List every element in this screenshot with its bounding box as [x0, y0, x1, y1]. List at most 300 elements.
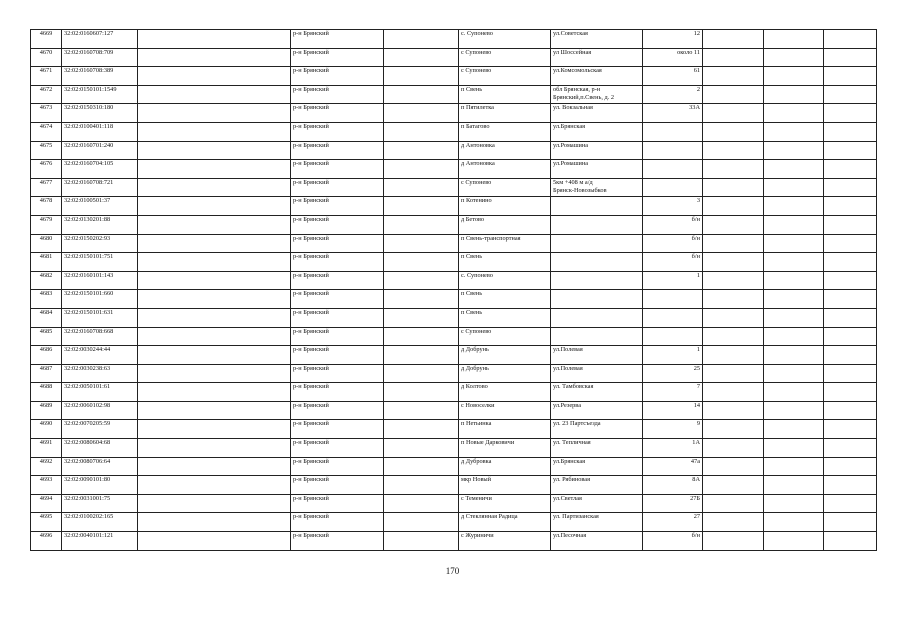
street-cell: [551, 104, 643, 123]
settlement-cell: с Супонево: [459, 67, 551, 86]
empty-cell: [703, 383, 764, 402]
empty-cell: [703, 253, 764, 272]
settlement-cell: д Добрунь: [459, 364, 551, 383]
table-row: [31, 48, 877, 67]
table-row: [31, 346, 877, 365]
empty-cell: [384, 197, 459, 216]
empty-cell: [384, 178, 459, 197]
empty-cell: [138, 122, 291, 141]
empty-cell: [824, 234, 877, 253]
empty-cell: [824, 420, 877, 439]
empty-cell: [138, 346, 291, 365]
empty-cell: [824, 327, 877, 346]
cadastral-number-cell: 32:02:0070205:59: [62, 420, 138, 439]
house-cell: 8А: [643, 476, 703, 495]
street-cell: [551, 234, 643, 253]
cadastral-number-cell: 32:02:0030244:44: [62, 346, 138, 365]
table-row: [31, 160, 877, 179]
cadastral-number-cell: 32:02:0150310:180: [62, 104, 138, 123]
table-row: [31, 420, 877, 439]
house-cell: б/н: [643, 234, 703, 253]
empty-cell: [824, 253, 877, 272]
empty-cell: [703, 85, 764, 104]
settlement-cell: п Котенино: [459, 197, 551, 216]
empty-cell: [824, 85, 877, 104]
empty-cell: [824, 271, 877, 290]
record-number-cell: 4690: [31, 420, 62, 439]
table-row: [31, 327, 877, 346]
empty-cell: [824, 104, 877, 123]
empty-cell: [384, 532, 459, 551]
empty-cell: [764, 383, 824, 402]
street-line: ул Шоссейная: [553, 48, 592, 56]
empty-cell: [824, 30, 877, 49]
house-cell: 9: [643, 420, 703, 439]
settlement-cell: п Свень-транспортная: [459, 234, 551, 253]
street-cell: [551, 439, 643, 458]
record-number-cell: 4680: [31, 234, 62, 253]
record-number-cell: 4696: [31, 532, 62, 551]
settlement-cell: д Антоновка: [459, 141, 551, 160]
street-line: ул. Вокзальная: [553, 104, 593, 112]
record-number-cell: 4693: [31, 476, 62, 495]
house-cell: 33А: [643, 104, 703, 123]
empty-cell: [384, 364, 459, 383]
empty-cell: [138, 532, 291, 551]
empty-cell: [824, 290, 877, 309]
empty-cell: [138, 234, 291, 253]
street-cell: [551, 383, 643, 402]
empty-cell: [824, 383, 877, 402]
empty-cell: [703, 327, 764, 346]
cadastral-number-cell: 32:02:0040101:121: [62, 532, 138, 551]
empty-cell: [764, 457, 824, 476]
empty-cell: [703, 308, 764, 327]
settlement-cell: с Супонево: [459, 48, 551, 67]
settlement-cell: д Добрунь: [459, 346, 551, 365]
house-cell: [643, 141, 703, 160]
cadastral-number-cell: 32:02:0031001:75: [62, 494, 138, 513]
empty-cell: [764, 476, 824, 495]
empty-cell: [703, 160, 764, 179]
table-row: [31, 532, 877, 551]
street-line: ул.Советская: [553, 30, 588, 37]
record-number-cell: 4674: [31, 122, 62, 141]
table-row: [31, 141, 877, 160]
house-cell: [643, 308, 703, 327]
empty-cell: [703, 178, 764, 197]
settlement-cell: д Стеклянная Радица: [459, 513, 551, 532]
street-line: ул.Полевая: [553, 346, 583, 354]
empty-cell: [384, 271, 459, 290]
empty-cell: [138, 420, 291, 439]
district-cell: р-н Брянский: [291, 215, 384, 234]
cadastral-number-cell: 32:02:0160607:127: [62, 30, 138, 49]
district-cell: р-н Брянский: [291, 532, 384, 551]
table-row: [31, 253, 877, 272]
street-cell: [551, 48, 643, 67]
empty-cell: [764, 67, 824, 86]
empty-cell: [703, 271, 764, 290]
empty-cell: [824, 141, 877, 160]
empty-cell: [764, 420, 824, 439]
table-row: [31, 383, 877, 402]
empty-cell: [703, 48, 764, 67]
empty-cell: [764, 122, 824, 141]
record-number-cell: 4670: [31, 48, 62, 67]
district-cell: р-н Брянский: [291, 457, 384, 476]
table-row: [31, 178, 877, 197]
street-cell: [551, 401, 643, 420]
empty-cell: [138, 85, 291, 104]
record-number-cell: 4681: [31, 253, 62, 272]
settlement-cell: п Свень: [459, 253, 551, 272]
record-number-cell: 4673: [31, 104, 62, 123]
empty-cell: [703, 513, 764, 532]
empty-cell: [764, 308, 824, 327]
district-cell: р-н Брянский: [291, 439, 384, 458]
empty-cell: [824, 122, 877, 141]
empty-cell: [138, 513, 291, 532]
street-line: ул.Ромашина: [553, 160, 589, 168]
table-row: [31, 215, 877, 234]
district-cell: р-н Брянский: [291, 67, 384, 86]
cadastral-number-cell: 32:02:0090101:80: [62, 476, 138, 495]
house-cell: 27Б: [643, 494, 703, 513]
street-cell: [551, 178, 643, 197]
settlement-cell: д Колтово: [459, 383, 551, 402]
street-cell: [551, 141, 643, 160]
records-table: [30, 29, 877, 551]
cadastral-number-cell: 32:02:0150202:93: [62, 234, 138, 253]
street-cell: [551, 215, 643, 234]
empty-cell: [703, 290, 764, 309]
empty-cell: [384, 67, 459, 86]
house-cell: около 11: [643, 48, 703, 67]
empty-cell: [384, 346, 459, 365]
empty-cell: [824, 532, 877, 551]
settlement-cell: с. Супонево: [459, 30, 551, 49]
cadastral-number-cell: 32:02:0030238:63: [62, 364, 138, 383]
settlement-cell: с Новоселки: [459, 401, 551, 420]
table-row: [31, 308, 877, 327]
street-line: обл Брянская, р-н: [553, 85, 601, 93]
empty-cell: [384, 457, 459, 476]
house-cell: [643, 327, 703, 346]
street-line: ул. Тепличная: [553, 439, 591, 447]
empty-cell: [384, 476, 459, 495]
table-row: [31, 401, 877, 420]
house-cell: 25: [643, 364, 703, 383]
cadastral-number-cell: 32:02:0150101:751: [62, 253, 138, 272]
record-number-cell: 4669: [31, 30, 62, 49]
empty-cell: [138, 253, 291, 272]
street-line: ул. Рябиновая: [553, 476, 590, 484]
district-cell: р-н Брянский: [291, 308, 384, 327]
record-number-cell: 4686: [31, 346, 62, 365]
settlement-cell: мкр Новый: [459, 476, 551, 495]
empty-cell: [824, 346, 877, 365]
street-cell: [551, 271, 643, 290]
house-cell: 1: [643, 346, 703, 365]
settlement-cell: с. Супонево: [459, 271, 551, 290]
street-line: ул.Комсомольская: [553, 67, 602, 75]
empty-cell: [824, 215, 877, 234]
settlement-cell: п Новые Дарковичи: [459, 439, 551, 458]
street-cell: [551, 420, 643, 439]
empty-cell: [384, 215, 459, 234]
settlement-cell: п Батагово: [459, 122, 551, 141]
district-cell: р-н Брянский: [291, 327, 384, 346]
street-cell: [551, 308, 643, 327]
table-row: [31, 104, 877, 123]
empty-cell: [764, 253, 824, 272]
house-cell: 7: [643, 383, 703, 402]
street-line: ул.Брянская: [553, 122, 586, 130]
empty-cell: [703, 234, 764, 253]
settlement-cell: п Свень: [459, 290, 551, 309]
settlement-cell: с Журиничи: [459, 532, 551, 551]
empty-cell: [703, 401, 764, 420]
empty-cell: [764, 346, 824, 365]
cadastral-number-cell: 32:02:0160101:143: [62, 271, 138, 290]
empty-cell: [703, 67, 764, 86]
empty-cell: [138, 290, 291, 309]
empty-cell: [764, 290, 824, 309]
empty-cell: [138, 364, 291, 383]
empty-cell: [764, 494, 824, 513]
empty-cell: [764, 104, 824, 123]
cadastral-number-cell: 32:02:0160708:668: [62, 327, 138, 346]
empty-cell: [764, 85, 824, 104]
house-cell: б/н: [643, 215, 703, 234]
house-cell: 47а: [643, 457, 703, 476]
empty-cell: [703, 122, 764, 141]
empty-cell: [824, 178, 877, 197]
empty-cell: [384, 30, 459, 49]
settlement-cell: п Пятилетка: [459, 104, 551, 123]
empty-cell: [138, 104, 291, 123]
street-cell: [551, 364, 643, 383]
house-cell: [643, 290, 703, 309]
street-cell: [551, 457, 643, 476]
empty-cell: [138, 48, 291, 67]
house-cell: б/н: [643, 532, 703, 551]
cadastral-number-cell: 32:02:0100202:165: [62, 513, 138, 532]
empty-cell: [138, 178, 291, 197]
empty-cell: [824, 457, 877, 476]
district-cell: р-н Брянский: [291, 85, 384, 104]
empty-cell: [138, 197, 291, 216]
empty-cell: [764, 234, 824, 253]
district-cell: р-н Брянский: [291, 364, 384, 383]
empty-cell: [764, 197, 824, 216]
table-row: [31, 67, 877, 86]
district-cell: р-н Брянский: [291, 30, 384, 49]
table-row: [31, 197, 877, 216]
table-row: [31, 85, 877, 104]
empty-cell: [384, 253, 459, 272]
street-line: ул. Партизанская: [553, 513, 599, 521]
street-cell: [551, 122, 643, 141]
record-number-cell: 4672: [31, 85, 62, 104]
district-cell: р-н Брянский: [291, 420, 384, 439]
street-line-continued: Брянск-Новозыбков: [553, 186, 607, 194]
empty-cell: [824, 364, 877, 383]
street-line-continued: Брянский,п.Свень, д. 2: [553, 93, 614, 101]
empty-cell: [384, 327, 459, 346]
district-cell: р-н Брянский: [291, 48, 384, 67]
street-cell: [551, 197, 643, 216]
empty-cell: [764, 364, 824, 383]
record-number-cell: 4687: [31, 364, 62, 383]
table-body: [31, 30, 877, 551]
district-cell: р-н Брянский: [291, 253, 384, 272]
empty-cell: [384, 141, 459, 160]
empty-cell: [384, 290, 459, 309]
table-row: [31, 30, 877, 49]
district-cell: р-н Брянский: [291, 104, 384, 123]
district-cell: р-н Брянский: [291, 401, 384, 420]
cadastral-number-cell: 32:02:0160701:240: [62, 141, 138, 160]
table-row: [31, 476, 877, 495]
settlement-cell: с Супонево: [459, 327, 551, 346]
street-line: ул. Тамбовская: [553, 383, 594, 391]
empty-cell: [384, 104, 459, 123]
district-cell: р-н Брянский: [291, 160, 384, 179]
empty-cell: [703, 104, 764, 123]
empty-cell: [384, 494, 459, 513]
street-line: ул.Светлая: [553, 494, 582, 502]
street-cell: [551, 290, 643, 309]
house-cell: 1А: [643, 439, 703, 458]
record-number-cell: 4678: [31, 197, 62, 216]
street-cell: [551, 160, 643, 179]
record-number-cell: 4688: [31, 383, 62, 402]
empty-cell: [824, 476, 877, 495]
house-cell: 27: [643, 513, 703, 532]
page-number: 170: [445, 566, 460, 576]
cadastral-number-cell: 32:02:0050101:61: [62, 383, 138, 402]
settlement-cell: д Дубровка: [459, 457, 551, 476]
empty-cell: [384, 401, 459, 420]
district-cell: р-н Брянский: [291, 346, 384, 365]
empty-cell: [764, 160, 824, 179]
cadastral-number-cell: 32:02:0130201:88: [62, 215, 138, 234]
district-cell: р-н Брянский: [291, 178, 384, 197]
record-number-cell: 4685: [31, 327, 62, 346]
cadastral-number-cell: 32:02:0150101:660: [62, 290, 138, 309]
empty-cell: [764, 401, 824, 420]
empty-cell: [384, 234, 459, 253]
table-row: [31, 457, 877, 476]
empty-cell: [384, 420, 459, 439]
settlement-cell: д Бетово: [459, 215, 551, 234]
record-number-cell: 4683: [31, 290, 62, 309]
settlement-cell: д Антоновка: [459, 160, 551, 179]
empty-cell: [703, 420, 764, 439]
record-number-cell: 4676: [31, 160, 62, 179]
district-cell: р-н Брянский: [291, 290, 384, 309]
street-line: ул.Песочная: [553, 532, 587, 540]
district-cell: р-н Брянский: [291, 234, 384, 253]
house-cell: 12: [643, 30, 703, 49]
street-cell: [551, 532, 643, 551]
empty-cell: [703, 197, 764, 216]
empty-cell: [703, 215, 764, 234]
empty-cell: [764, 48, 824, 67]
empty-cell: [703, 30, 764, 49]
table-row: [31, 290, 877, 309]
empty-cell: [138, 215, 291, 234]
district-cell: р-н Брянский: [291, 141, 384, 160]
house-cell: 14: [643, 401, 703, 420]
record-number-cell: 4682: [31, 271, 62, 290]
street-line: ул.Брянская: [553, 457, 586, 465]
empty-cell: [764, 513, 824, 532]
empty-cell: [703, 494, 764, 513]
record-number-cell: 4684: [31, 308, 62, 327]
cadastral-number-cell: 32:02:0150101:631: [62, 308, 138, 327]
empty-cell: [824, 308, 877, 327]
empty-cell: [384, 513, 459, 532]
settlement-cell: п Нетьинка: [459, 420, 551, 439]
empty-cell: [384, 122, 459, 141]
street-cell: [551, 494, 643, 513]
house-cell: 3: [643, 197, 703, 216]
district-cell: р-н Брянский: [291, 122, 384, 141]
district-cell: р-н Брянский: [291, 271, 384, 290]
street-cell: [551, 476, 643, 495]
empty-cell: [138, 67, 291, 86]
street-cell: [551, 513, 643, 532]
record-number-cell: 4677: [31, 178, 62, 197]
empty-cell: [138, 457, 291, 476]
record-number-cell: 4671: [31, 67, 62, 86]
empty-cell: [824, 494, 877, 513]
empty-cell: [703, 346, 764, 365]
empty-cell: [384, 85, 459, 104]
empty-cell: [824, 439, 877, 458]
empty-cell: [764, 532, 824, 551]
table-row: [31, 439, 877, 458]
street-cell: [551, 85, 643, 104]
cadastral-number-cell: 32:02:0160704:105: [62, 160, 138, 179]
street-cell: [551, 253, 643, 272]
table-row: [31, 122, 877, 141]
district-cell: р-н Брянский: [291, 494, 384, 513]
empty-cell: [138, 401, 291, 420]
empty-cell: [703, 457, 764, 476]
empty-cell: [384, 308, 459, 327]
house-cell: б/н: [643, 253, 703, 272]
settlement-cell: с Супонево: [459, 178, 551, 197]
empty-cell: [138, 30, 291, 49]
house-cell: 61: [643, 67, 703, 86]
record-number-cell: 4691: [31, 439, 62, 458]
record-number-cell: 4695: [31, 513, 62, 532]
empty-cell: [138, 439, 291, 458]
settlement-cell: п Свень: [459, 308, 551, 327]
house-cell: [643, 122, 703, 141]
empty-cell: [138, 308, 291, 327]
district-cell: р-н Брянский: [291, 476, 384, 495]
empty-cell: [824, 197, 877, 216]
street-line: ул.Резерва: [553, 401, 581, 409]
table-row: [31, 234, 877, 253]
street-cell: [551, 30, 643, 49]
empty-cell: [138, 271, 291, 290]
